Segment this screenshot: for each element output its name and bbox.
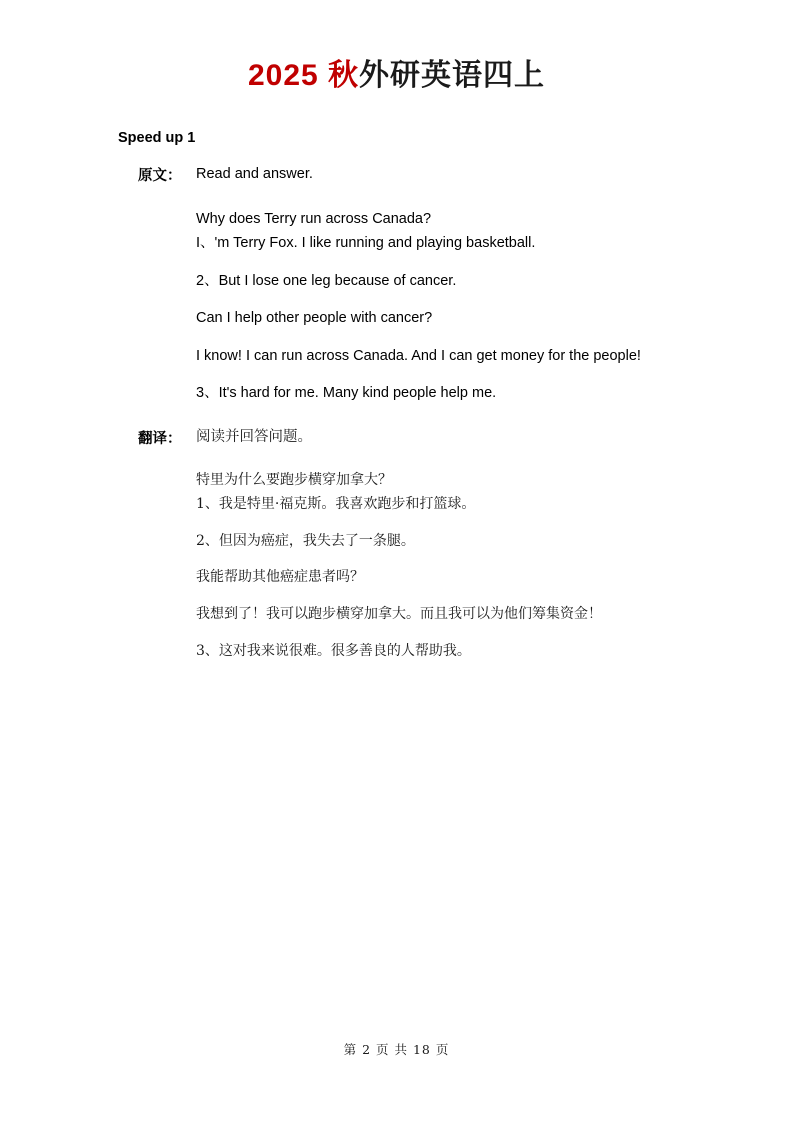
page-title-red: 2025 秋 [247,59,360,92]
original-paragraph-5: I know! I can run across Canada. And I can get money for the people! [196,347,641,364]
translation-paragraph-5: 我想到了！我可以跑步横穿加拿大。而且我可以为他们筹集资金！ [196,606,602,623]
original-paragraph-3: 2、But I lose one leg because of cancer. [196,272,457,289]
translation-first-line: 阅读并回答问题。 [196,428,312,445]
original-first-line: Read and answer. [196,166,313,182]
original-paragraph-6: 3、It's hard for me. Many kind people help me. [196,385,497,402]
translation-paragraph-4: 我能帮助其他癌症患者吗？ [196,569,364,586]
translation-paragraph-1: 特里为什么要跑步横穿加拿大？ [196,472,392,489]
translation-paragraph-2: 1、我是特里·福克斯。我喜欢跑步和打篮球。 [196,496,476,512]
translation-block [0,427,793,449]
original-paragraph-1: Why does Terry run across Canada? [196,210,432,227]
translation-paragraph-3: 2、但因为癌症，我失去了一条腿。 [196,532,415,549]
section-heading: Speed up 1 [118,130,196,146]
original-label: 原文： [138,167,182,184]
translation-label: 翻译： [138,429,182,447]
page-footer: 第 2 页 共 18 页 [343,1042,450,1057]
original-paragraph-2: I、'm Terry Fox. I like running and playing basketball. [196,235,536,252]
page-title-black: 外研英语四上 [359,59,546,92]
translation-paragraph-6: 3、这对我来说很难。很多善良的人帮助我。 [196,642,471,659]
page-title [0,58,793,94]
original-block [0,164,793,186]
original-paragraph-4: Can I help other people with cancer? [196,310,433,327]
